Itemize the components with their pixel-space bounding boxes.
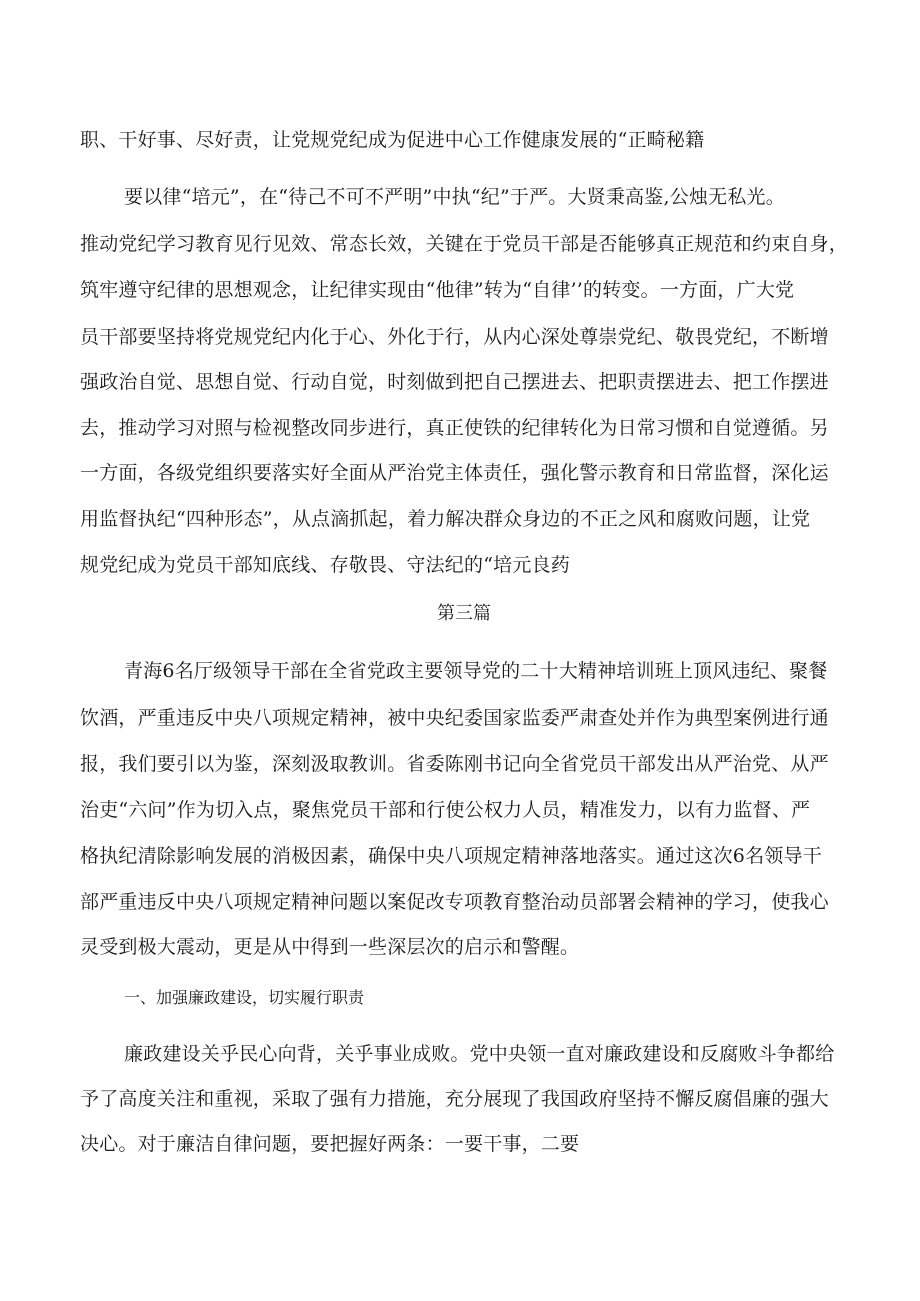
paragraph-1-line-1: 职、干好事、尽好责，让党规党纪成为促进中心工作健康发展的“正畸秘籍: [80, 129, 705, 151]
paragraph-4-line-3: 决心。对于廉洁自律问题，要把握好两条：一要干事，二要: [80, 1133, 580, 1155]
paragraph-2-line-2: 推动党纪学习教育见行见效、常态长效，关键在于党员干部是否能够真正规范和约束自身，: [80, 233, 849, 255]
paragraph-2-line-6: 去，推动学习对照与检视整改同步进行，真正使铁的纪律转化为日常习惯和自觉遵循。另: [80, 417, 829, 439]
paragraph-3-line-2: 饮酒，严重违反中央八项规定精神，被中央纪委国家监委严肃查处并作为典型案例进行通: [80, 707, 829, 729]
subheading-1: 一、加强廉政建设，切实履行职责: [124, 988, 365, 1007]
paragraph-2-line-8: 用监督执纪“四种形态”，从点滴抓起，着力解决群众身边的不正之风和腐败问题，让党: [80, 508, 811, 530]
paragraph-3-line-7: 灵受到极大震动，更是从中得到一些深层次的启示和警醒。: [80, 936, 580, 958]
paragraph-3-line-4: 治吏“六问”作为切入点，聚焦党员干部和行使公权力人员，精准发力，以有力监督、严: [80, 799, 811, 821]
paragraph-3-line-6: 部严重违反中央八项规定精神问题以案促改专项教育整治动员部署会精神的学习，使我心: [80, 891, 829, 913]
section-title: 第三篇: [437, 603, 491, 624]
paragraph-2-line-3: 筑牢遵守纪律的思想观念，让纪律实现由“他律”转为“自律’’的转变。一方面，广大党: [80, 279, 795, 301]
paragraph-2-line-4: 员干部要坚持将党规党纪内化于心、外化于行，从内心深处尊崇党纪、敬畏党纪，不断增: [80, 326, 829, 348]
paragraph-4-line-1: 廉政建设关乎民心向背，关乎事业成败。党中央领一直对廉政建设和反腐败斗争都给: [124, 1043, 835, 1065]
paragraph-3-line-3: 报，我们要引以为鉴，深刻汲取教训。省委陈刚书记向全省党员干部发出从严治党、从严: [80, 753, 829, 775]
paragraph-2-line-7: 一方面，各级党组织要落实好全面从严治党主体责任，强化警示教育和日常监督，深化运: [80, 462, 829, 484]
paragraph-2-line-1: 要以律“培元”，在“待己不可不严明”中执“纪”于严。大贤秉高鉴,公烛无私光。: [124, 186, 785, 208]
paragraph-3-line-1: 青海6名厅级领导干部在全省党政主要领导党的二十大精神培训班上顶风违纪、聚餐: [124, 660, 828, 682]
paragraph-4-line-2: 予了高度关注和重视，采取了强有力措施，充分展现了我国政府坚持不懈反腐倡廉的强大: [80, 1088, 829, 1110]
paragraph-3-line-5: 格执纪清除影响发展的消极因素，确保中央八项规定精神落地落实。通过这次6名领导干: [80, 845, 822, 867]
paragraph-2-line-5: 强政治自觉、思想自觉、行动自觉，时刻做到把自己摆进去、把职责摆进去、把工作摆进: [80, 371, 829, 393]
paragraph-2-line-9: 规党纪成为党员干部知底线、存敬畏、守法纪的“培元良药: [80, 554, 570, 576]
